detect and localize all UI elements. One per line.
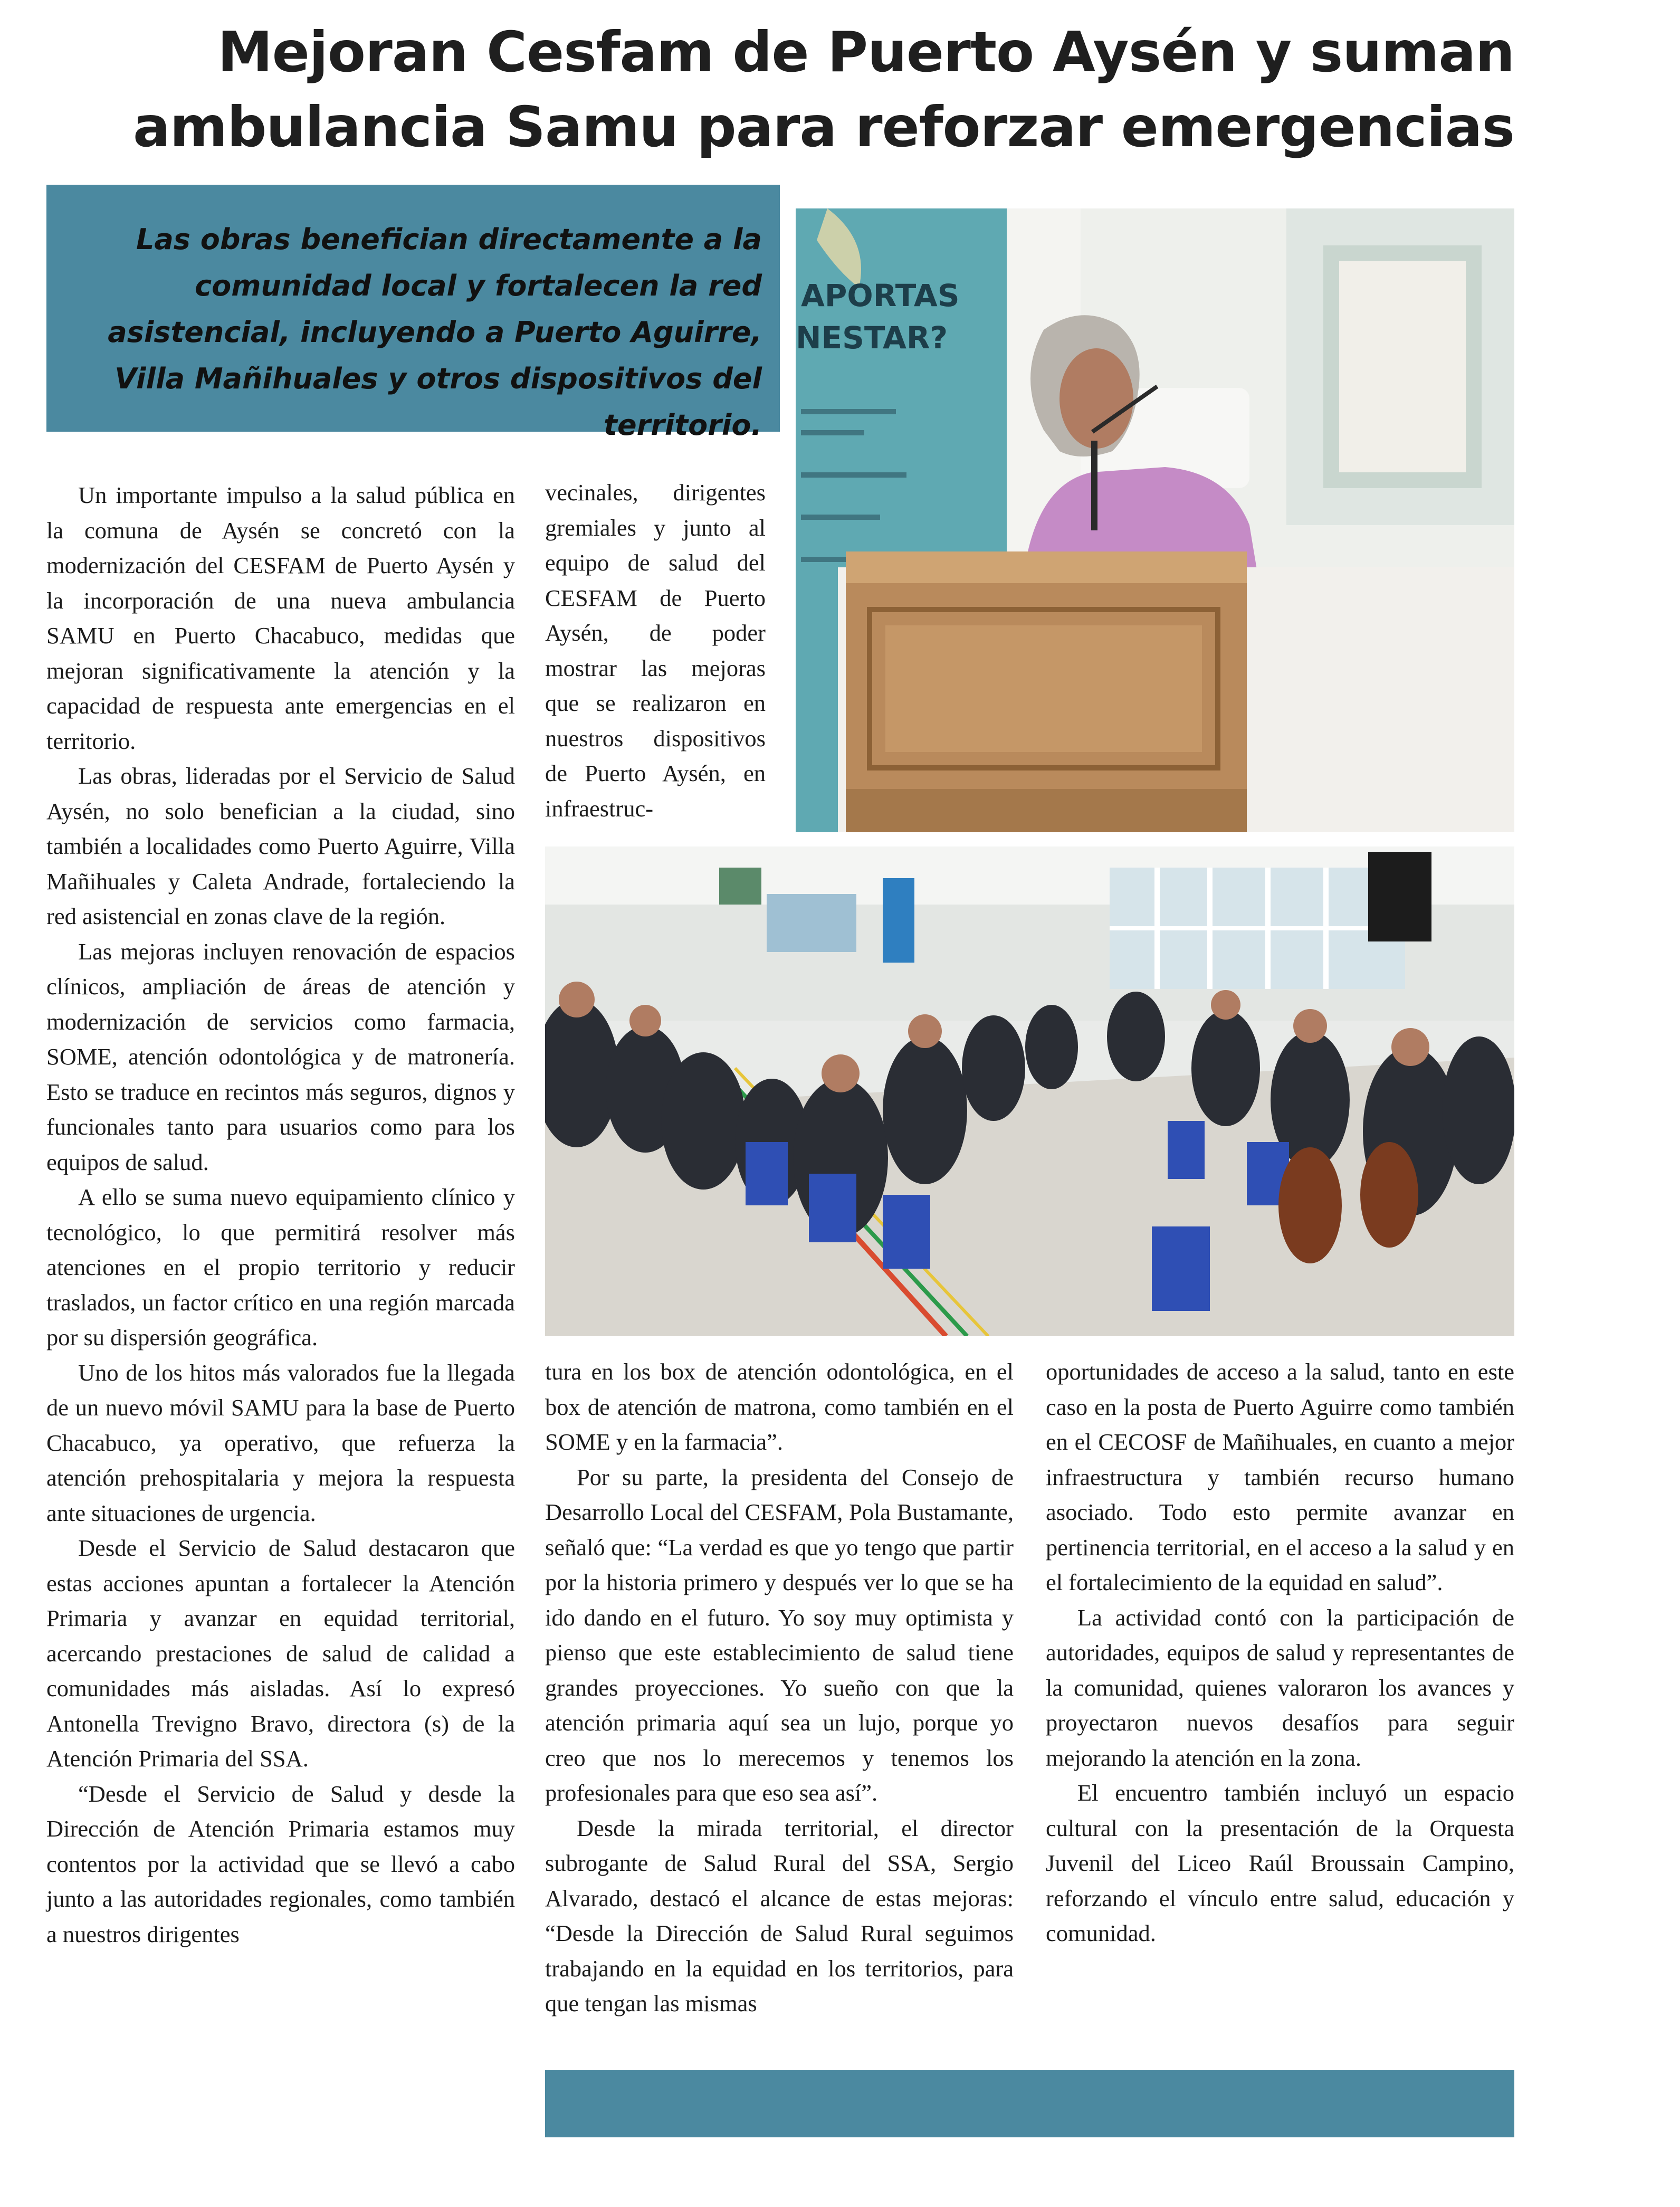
paragraph: “Desde el Servicio de Salud y desde la Dirección de Atención Primaria estamos muy contentos por la actividad que se llevó a cabo junto a las autoridades regionales, como también a nuestros dirigentes (46, 1780, 515, 1947)
article-column-1 (46, 478, 515, 1952)
article-column-2-bottom (545, 1354, 1014, 2021)
paragraph: Las mejoras incluyen renovación de espacios clínicos, ampliación de áreas de atención y modernización de servicios como farmacia, SOME, atención odontológica y de matronería. Esto se traduce en recintos más seguros, dignos y funcionales tanto para usuarios como para los equipos de salud. (46, 938, 515, 1175)
paragraph: El encuentro también incluyó un espacio cultural con la presentación de la Orquesta Juvenil del Liceo Raúl Broussain Campino, reforzando el vínculo entre salud, educación y comunidad. (1046, 1780, 1514, 1946)
paragraph-continuation: vecinales, dirigentes gremiales y junto al equipo de salud del CESFAM de Puerto Aysén, de poder mostrar las mejoras que se realizaron en nuestros dispositivos de Puerto Aysén, en infraestruc- (545, 479, 766, 822)
paragraph: Desde la mirada territorial, el director subrogante de Salud Rural del SSA, Sergio Alvarado, destacó el alcance de estas mejoras: “Desde la Dirección de Salud Rural seguimos trabajando en la equidad en los territorios, para que tengan las mismas (545, 1814, 1014, 2016)
photo-event-orchestra (545, 846, 1514, 1336)
wall-picture (719, 868, 761, 905)
banner-text-2: NESTAR? (796, 320, 948, 356)
article-column-2-top (545, 475, 766, 826)
paragraph: Desde el Servicio de Salud destacaron que estas acciones apuntan a fortalecer la Atención Primaria y avanzar en equidad territorial, acercando prestaciones de salud de calidad a comunidades más aisladas. Así lo expresó Antonella Trevigno Bravo, directora (s) de la Atención Primaria del SSA. (46, 1535, 515, 1772)
headline-line-2: ambulancia Samu para reforzar emergencias (132, 95, 1514, 159)
footer-bar (545, 2070, 1514, 2137)
paragraph: Las obras, lideradas por el Servicio de Salud Aysén, no solo benefician a la ciudad, sino también a localidades como Puerto Aguirre, Villa Mañihuales y Caleta Andrade, fortaleciendo la red asistencial en zonas clave de la región. (46, 763, 515, 929)
article-column-3 (1046, 1354, 1514, 1951)
paragraph: La actividad contó con la participación de autoridades, equipos de salud y representantes de la comunidad, quienes valoraron los avances y proyectaron nuevos desafíos para seguir mejorando la atención en la zona. (1046, 1604, 1514, 1771)
paragraph: Por su parte, la presidenta del Consejo de Desarrollo Local del CESFAM, Pola Bustamante, señaló que: “La verdad es que yo tengo que partir por la historia primero y después ver lo que se ha ido dando en el futuro. Yo soy muy optimista y pienso que este establecimiento de salud tiene grandes proyecciones. Yo sueño con que la atención primaria aquí sea un lujo, porque yo creo que nos lo merecemos y tenemos los profesionales para que eso sea así”. (545, 1463, 1014, 1806)
speaker-face (1059, 348, 1133, 449)
paragraph: A ello se suma nuevo equipamiento clínico y tecnológico, lo que permitirá resolver más atenciones en el propio territorio y reducir traslados, un factor crítico en una región marcada por su dispersión geográfica. (46, 1184, 515, 1350)
lead-text: Las obras benefician directamente a la comunidad local y fortalecen la red asistencial, incluyendo a Puerto Aguirre, Villa Mañihuales y otros dispositivos del territorio. (108, 223, 762, 442)
paragraph: Un importante impulso a la salud pública en la comuna de Aysén se concretó con la modernización del CESFAM de Puerto Aysén y la incorporación de una nueva ambulancia SAMU en Puerto Chacabuco, medidas que mejoran significativamente la atención y la capacidad de respuesta ante emergencias en el territorio. (46, 482, 515, 754)
speaker-box (1368, 852, 1431, 941)
paragraph-continuation: oportunidades de acceso a la salud, tanto en este caso en la posta de Puerto Aguirre como también en el CECOSF de Mañihuales, en cuanto a mejor infraestructura y también recurso humano asociado. Todo esto permite avanzar en pertinencia territorial, en el acceso a la salud y en el fortalecimiento de la equidad en salud”. (1046, 1358, 1514, 1595)
banner-text-1: APORTAS (801, 278, 960, 313)
article-headline (47, 15, 1514, 165)
headline-line-1: Mejoran Cesfam de Puerto Aysén y suman (217, 20, 1514, 84)
speaker-podium-illustration (796, 208, 1514, 832)
paragraph-continuation: tura en los box de atención odontológica, en el box de atención de matrona, como también en el SOME y en la farmacia”. (545, 1358, 1014, 1455)
event-illustration (545, 846, 1514, 1336)
paragraph: Uno de los hitos más valorados fue la llegada de un nuevo móvil SAMU para la base de Puerto Chacabuco, ya operativo, que refuerza la atención prehospitalaria y mejora la respuesta ante situaciones de urgencia. (46, 1359, 515, 1526)
photo-speaker-podium (796, 208, 1514, 832)
lead-box (46, 185, 780, 442)
